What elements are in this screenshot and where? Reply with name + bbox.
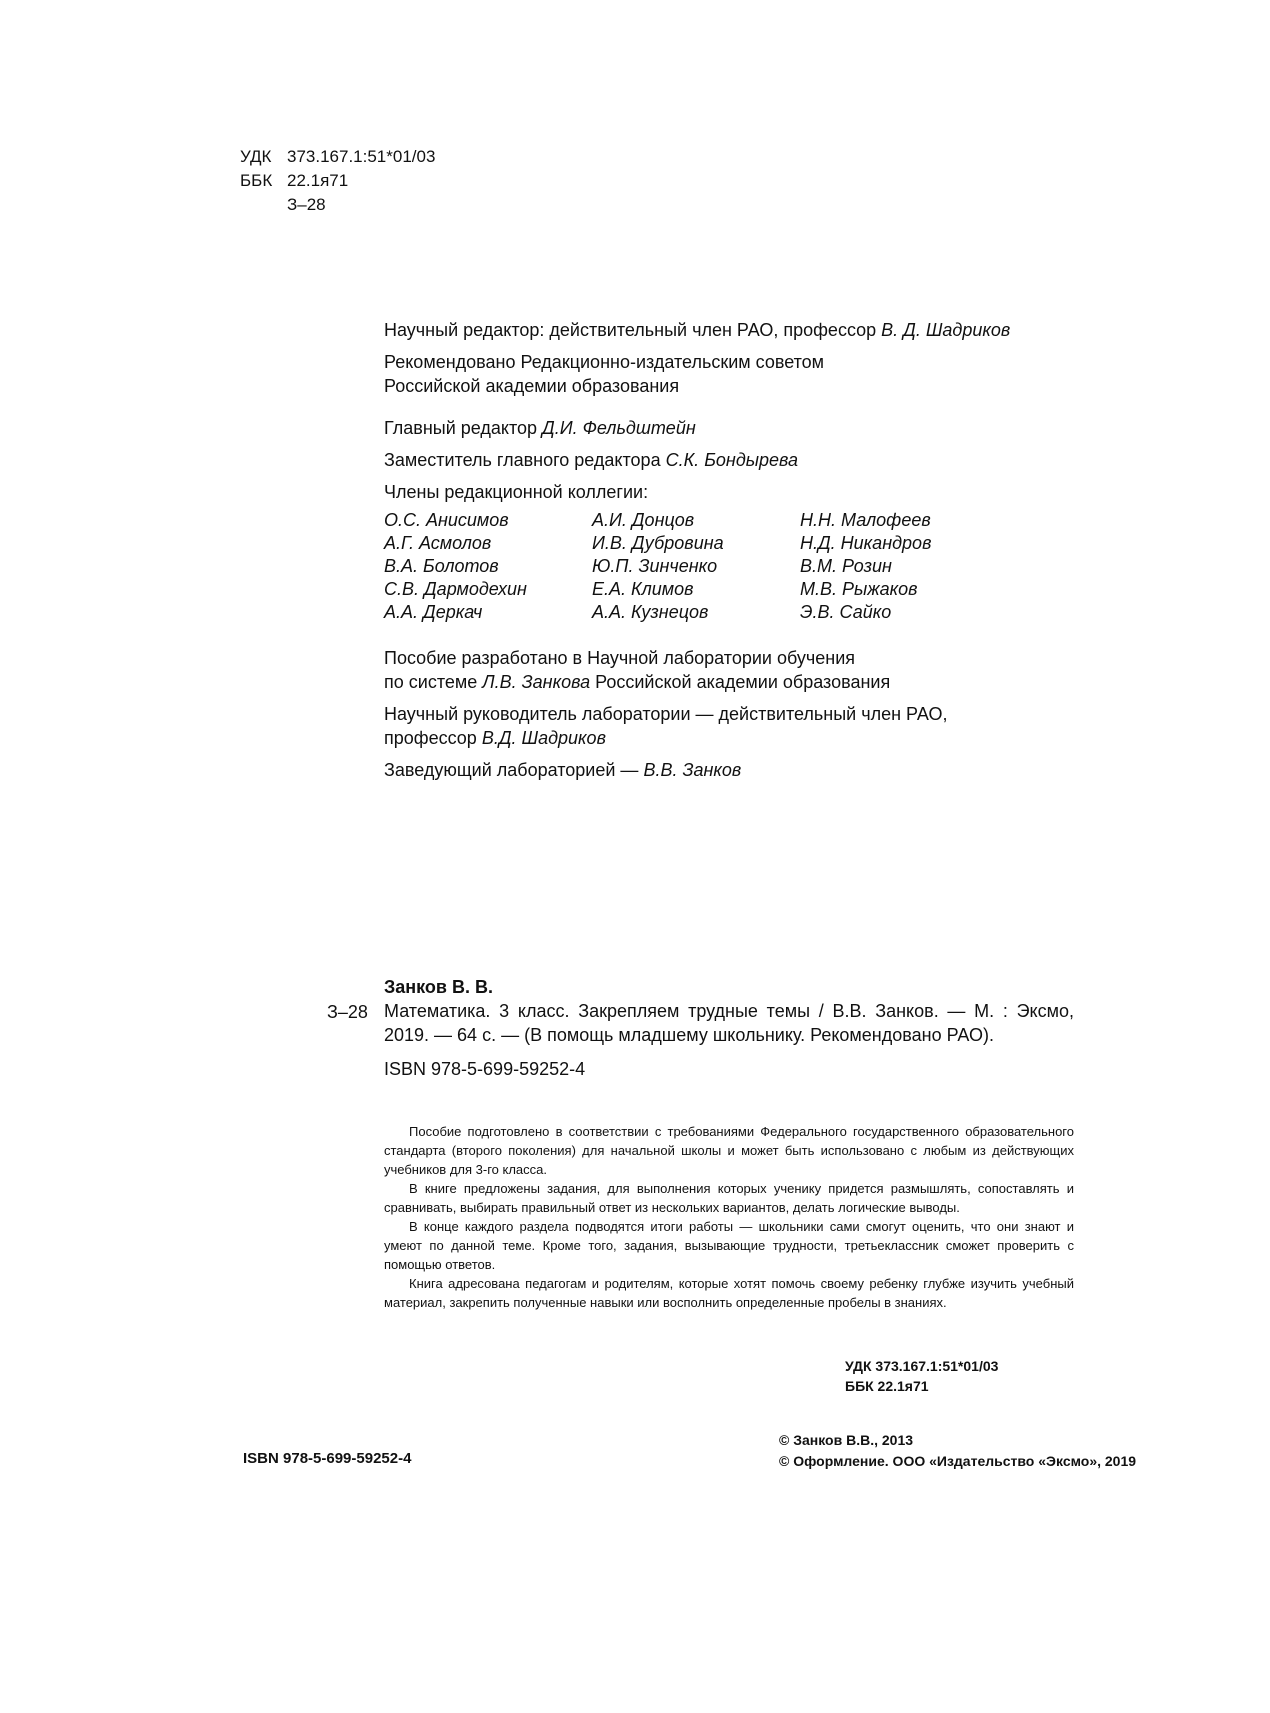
board-member: И.В. Дубровина <box>592 533 724 553</box>
top-classification-codes <box>240 145 435 217</box>
board-member: Э.В. Сайко <box>800 602 892 622</box>
board-member: В.А. Болотов <box>384 556 499 576</box>
biblio-isbn: ISBN 978-5-699-59252-4 <box>384 1059 586 1079</box>
lab-line-1: Пособие разработано в Научной лаборатории обучения <box>384 648 856 668</box>
board-title: Члены редакционной коллегии: <box>384 482 649 502</box>
bottom-udk: УДК 373.167.1:51*01/03 <box>845 1358 999 1374</box>
chief-editor <box>384 416 1084 440</box>
board-member: С.В. Дармодехин <box>384 579 527 599</box>
lab-line-2 <box>384 670 1084 694</box>
lab-manager <box>384 758 1084 782</box>
board-member: А.И. Донцов <box>592 510 695 530</box>
annotation-paragraph: В конце каждого раздела подводятся итоги работы — школьники сами смогут оценить, что они знают и умеют по данной теме. Кроме того, задания, вызывающие трудности, третьеклассник сможет проверить с помощью ответов. <box>384 1219 1074 1272</box>
copyright-block <box>779 1430 1136 1472</box>
udk-label: УДК <box>240 147 272 166</box>
biblio-description: Математика. 3 класс. Закрепляем трудные темы / В.В. Занков. — М. : Эксмо, 2019. — 64 с. — (В помощь младшему школьнику. Рекомендовано РАО). <box>384 1001 1074 1045</box>
udk-row <box>240 145 435 169</box>
board-member: А.Г. Асмолов <box>384 533 492 553</box>
credits-block <box>384 318 1084 782</box>
biblio-author: Занков В. В. <box>384 977 493 997</box>
copyright-author: © Занков В.В., 2013 <box>779 1432 914 1448</box>
recommended-line-2: Российской академии образования <box>384 376 680 396</box>
board-member: А.А. Деркач <box>384 602 483 622</box>
lab-line-2-suffix: Российской академии образования <box>590 672 891 692</box>
lab-manager-prefix: Заведующий лабораторией — <box>384 760 644 780</box>
bottom-classification-codes <box>845 1356 998 1396</box>
copyright-design: © Оформление. ООО «Издательство «Эксмо», 2019 <box>779 1453 1137 1469</box>
bottom-bbk: ББК 22.1я71 <box>845 1378 929 1394</box>
board-member: М.В. Рыжаков <box>800 579 918 599</box>
bibliographic-record <box>327 975 1074 1081</box>
annotation-paragraph: Пособие подготовлено в соответствии с требованиями Федерального государственного образовательного стандарта (второго поколения) для начальной школы и может быть использовано с любым из действующих учебников для 3-го класса. <box>384 1124 1074 1177</box>
lab-head-name: В.Д. Шадриков <box>481 728 606 748</box>
scientific-editor-prefix: Научный редактор: действительный член РАО, профессор <box>384 320 882 340</box>
chief-editor-prefix: Главный редактор <box>384 418 543 438</box>
annotation-paragraph: Книга адресована педагогам и родителям, которые хотят помочь своему ребенку глубже изучить учебный материал, закрепить полученные навыки или восполнить определенные пробелы в знаниях. <box>384 1276 1074 1310</box>
board-member: Ю.П. Зинченко <box>592 556 718 576</box>
recommended-line-1: Рекомендовано Редакционно-издательским советом <box>384 352 825 372</box>
board-member: Е.А. Климов <box>592 579 694 599</box>
board-member: О.С. Анисимов <box>384 510 509 530</box>
lab-head-prefix: профессор <box>384 728 482 748</box>
lab-head-line-2 <box>384 726 1084 750</box>
board-member: Н.Н. Малофеев <box>800 510 931 530</box>
board-member: В.М. Розин <box>800 556 892 576</box>
bbk-value: 22.1я71 <box>287 171 349 190</box>
board-members-grid <box>384 509 1084 624</box>
annotation-paragraph: В книге предложены задания, для выполнения которых ученику придется размышлять, сопоставлять и сравнивать, выбирать правильный ответ из нескольких вариантов, делать логические выводы. <box>384 1181 1074 1215</box>
biblio-author-code: З–28 <box>327 1002 368 1022</box>
board-member: Н.Д. Никандров <box>800 533 932 553</box>
deputy-editor <box>384 448 1084 472</box>
scientific-editor-name: В. Д. Шадриков <box>881 320 1011 340</box>
bbk-label: ББК <box>240 171 273 190</box>
author-code: З–28 <box>287 195 326 214</box>
chief-editor-name: Д.И. Фельдштейн <box>542 418 696 438</box>
board-member: А.А. Кузнецов <box>592 602 709 622</box>
scientific-editor <box>384 318 1084 342</box>
lab-head-line-1: Научный руководитель лаборатории — действительный член РАО, <box>384 704 948 724</box>
lab-manager-name: В.В. Занков <box>643 760 742 780</box>
annotation <box>384 1122 1074 1312</box>
deputy-editor-name: С.К. Бондырева <box>665 450 799 470</box>
lab-line-2-prefix: по системе <box>384 672 483 692</box>
lab-line-2-name: Л.В. Занкова <box>482 672 591 692</box>
deputy-editor-prefix: Заместитель главного редактора <box>384 450 666 470</box>
udk-value: 373.167.1:51*01/03 <box>287 147 436 166</box>
bbk-row <box>240 169 435 193</box>
bottom-isbn: ISBN 978-5-699-59252-4 <box>243 1450 412 1467</box>
